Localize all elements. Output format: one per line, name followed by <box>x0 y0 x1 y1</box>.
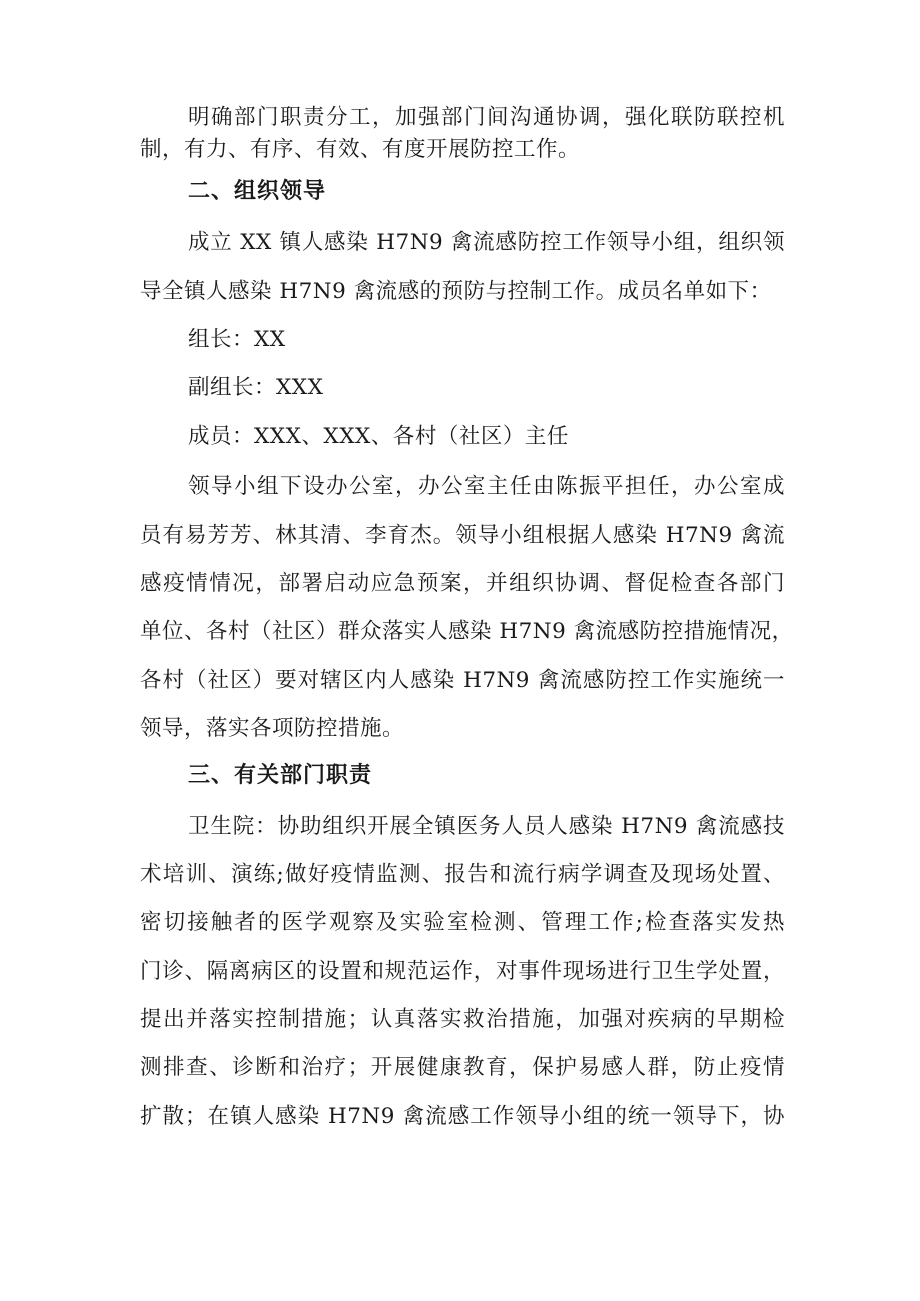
paragraph-line: 明确部门职责分工，加强部门间沟通协调，强化联防联控机 <box>188 105 785 130</box>
paragraph-line: 领导，落实各项防控措施。 <box>140 716 405 741</box>
paragraph-line: 领导小组下设办公室，办公室主任由陈振平担任，办公室成 <box>188 474 785 499</box>
paragraph-line: 卫生院：协助组织开展全镇医务人员人感染 H7N9 禽流感技 <box>188 814 785 839</box>
paragraph-line: 提出并落实控制措施；认真落实救治措施，加强对疾病的早期检 <box>140 1007 785 1032</box>
leader-line: 组长：XX <box>188 327 286 352</box>
paragraph-line: 扩散；在镇人感染 H7N9 禽流感工作领导小组的统一领导下，协 <box>140 1104 785 1129</box>
deputy-line: 副组长：XXX <box>188 375 324 400</box>
paragraph-line: 制，有力、有序、有效、有度开展防控工作。 <box>140 137 581 162</box>
paragraph-line: 术培训、演练;做好疫情监测、报告和流行病学调查及现场处置、 <box>140 862 785 887</box>
paragraph-line: 密切接触者的医学观察及实验室检测、管理工作;检查落实发热 <box>140 910 785 935</box>
paragraph-line: 各村（社区）要对辖区内人感染 H7N9 禽流感防控工作实施统一 <box>140 668 785 693</box>
paragraph-line: 成立 XX 镇人感染 H7N9 禽流感防控工作领导小组，组织领 <box>188 230 785 255</box>
section-heading: 二、组织领导 <box>188 179 327 204</box>
section-heading: 三、有关部门职责 <box>188 763 373 788</box>
paragraph-line: 导全镇人感染 H7N9 禽流感的预防与控制工作。成员名单如下： <box>140 279 772 304</box>
paragraph-line: 员有易芳芳、林其清、李育杰。领导小组根据人感染 H7N9 禽流 <box>140 523 785 548</box>
paragraph-line: 感疫情情况，部署启动应急预案，并组织协调、督促检查各部门 <box>140 571 785 596</box>
paragraph-line: 单位、各村（社区）群众落实人感染 H7N9 禽流感防控措施情况， <box>140 619 794 644</box>
members-line: 成员：XXX、XXX、各村（社区）主任 <box>188 424 569 449</box>
paragraph-line: 门诊、隔离病区的设置和规范运作，对事件现场进行卫生学处置， <box>140 959 785 984</box>
paragraph-line: 测排查、诊断和治疗；开展健康教育，保护易感人群，防止疫情 <box>140 1055 785 1080</box>
